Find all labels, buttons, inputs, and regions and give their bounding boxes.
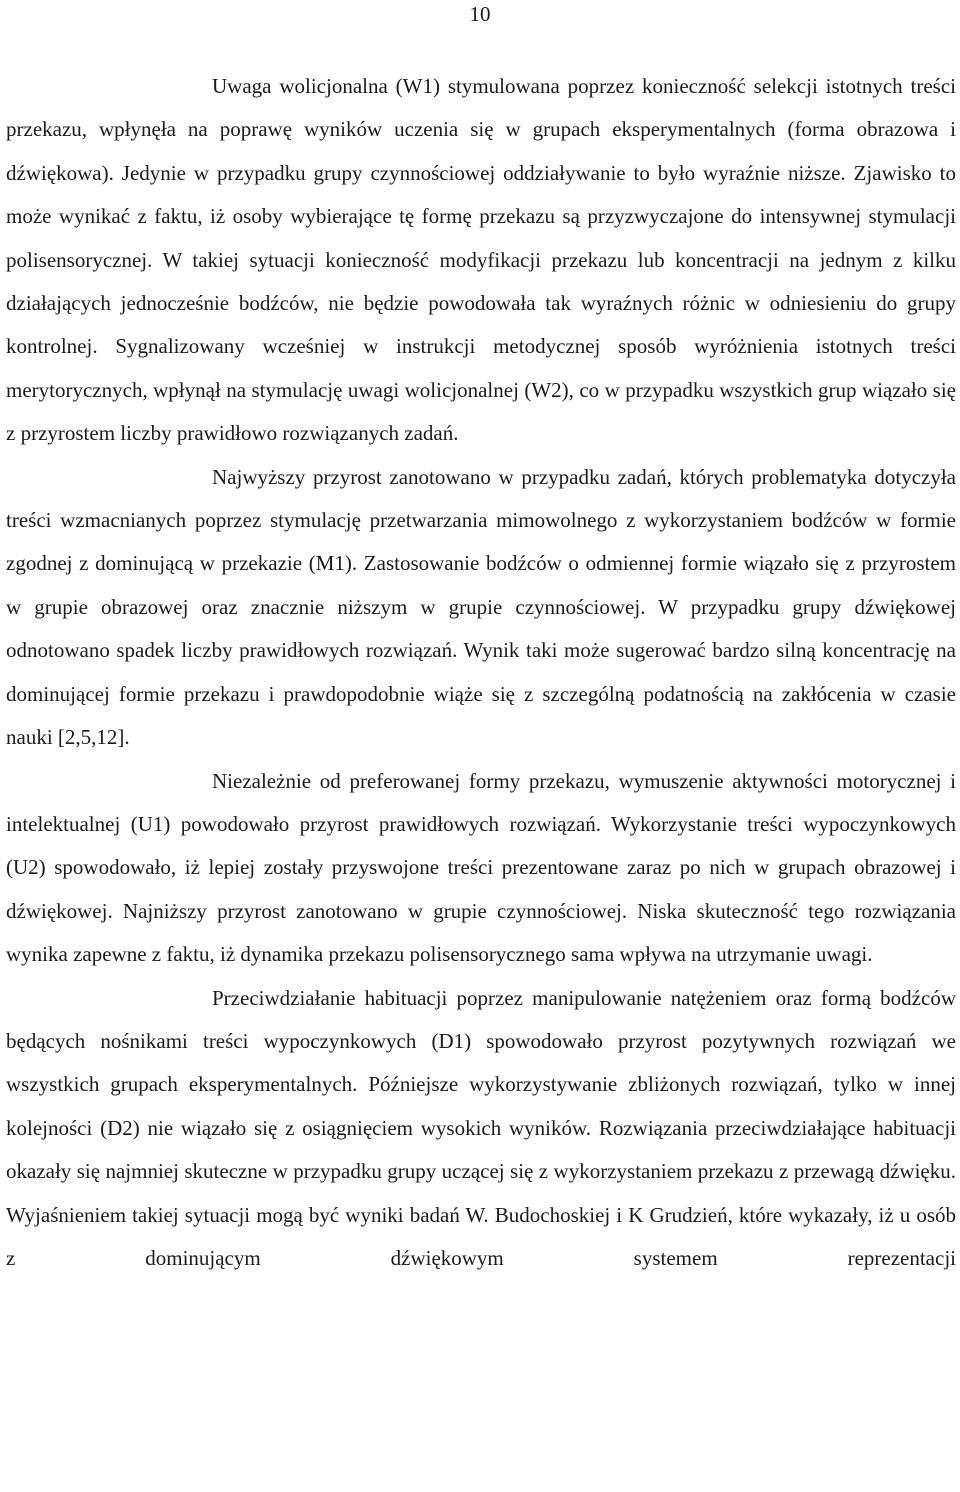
- page-number: 10: [469, 2, 491, 26]
- paragraph-volitional-attention: Uwaga wolicjonalna (W1) stymulowana poprzez konieczność selekcji istotnych treści przekazu, wpłynęła na poprawę wyników uczenia się w grupach eksperymentalnych (forma obrazowa i dźwiękowa). Jedynie w przypadku grupy czynnościowej oddziaływanie to było wyraźnie niższe. Zjawisko to może wynikać z faktu, iż osoby wybierające tę formę przekazu są przyzwyczajone do intensywnej stymulacji polisensorycznej. W takiej sytuacji konieczność modyfikacji przekazu lub koncentracji na jednym z kilku działających jednocześnie bodźców, nie będzie powodowała tak wyraźnych różnic w odniesieniu do grupy kontrolnej. Sygnalizowany wcześniej w instrukcji metodycznej sposób wyróżnienia istotnych treści merytorycznych, wpłynął na stymulację uwagi wolicjonalnej (W2), co w przypadku wszystkich grup wiązało się z przyrostem liczby prawidłowo rozwiązanych zadań.: [6, 74, 956, 446]
- paragraph-highest-increase: Najwyższy przyrost zanotowano w przypadku zadań, których problematyka dotyczyła treści wzmacnianych poprzez stymulację przetwarzania mimowolnego z wykorzystaniem bodźców w formie zgodnej z dominującą w przekazie (M1). Zastosowanie bodźców o odmiennej formie wiązało się z przyrostem w grupie obrazowej oraz znacznie niższym w grupie czynnościowej. W przypadku grupy dźwiękowej odnotowano spadek liczby prawidłowych rozwiązań. Wynik taki może sugerować bardzo silną koncentrację na dominującej formie przekazu i prawdopodobnie wiąże się z szczególną podatnością na zakłócenia w czasie nauki [2,5,12].: [6, 464, 956, 750]
- paragraph-motor-activity: Niezależnie od preferowanej formy przekazu, wymuszenie aktywności motorycznej i intelektualnej (U1) powodowało przyrost prawidłowych rozwiązań. Wykorzystanie treści wypoczynkowych (U2) spowodowało, iż lepiej zostały przyswojone treści prezentowane zaraz po nich w grupach obrazowej i dźwiękowej. Najniższy przyrost zanotowano w grupie czynnościowej. Niska skuteczność tego rozwiązania wynika zapewne z faktu, iż dynamika przekazu polisensorycznego sama wpływa na utrzymanie uwagi.: [6, 768, 956, 967]
- paragraph-habituation: Przeciwdziałanie habituacji poprzez manipulowanie natężeniem oraz formą bodźców będących nośnikami treści wypoczynkowych (D1) spowodowało przyrost pozytywnych rozwiązań we wszystkich grupach eksperymentalnych. Późniejsze wykorzystywanie zbliżonych rozwiązań, tylko w innej kolejności (D2) nie wiązało się z osiągnięciem wysokich wyników. Rozwiązania przeciwdziałające habituacji okazały się najmniej skuteczne w przypadku grupy uczącej się z wykorzystaniem przekazu z przewagą dźwięku. Wyjaśnieniem takiej sytuacji mogą być wyniki badań W. Budochoskiej i K Grudzień, które wykazały, iż u osób z dominującym dźwiękowym systemem reprezentacji: [6, 985, 956, 1270]
- document-body: [6, 65, 956, 1280]
